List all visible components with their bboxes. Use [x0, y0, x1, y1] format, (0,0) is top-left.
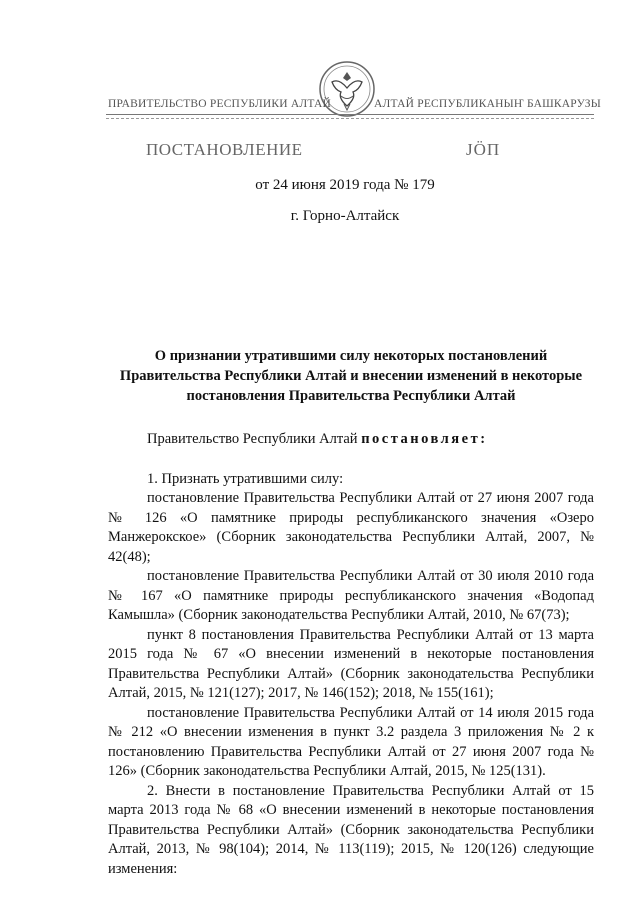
header-divider-secondary [106, 118, 594, 119]
paragraph-repeal-212: постановление Правительства Республики Алтай от 14 июля 2015 года № 212 «О внесении изменения в пункт 3.2 раздела 3 приложения № 2 к постановлению Правительства Республики Алтай от 27 июня 2007 года № 126» (Сборник законодательства Республики Алтай, 2015, № 125(131). [108, 704, 594, 779]
document-city: г. Горно-Алтайск [290, 208, 400, 224]
document-body [108, 430, 594, 879]
preamble-decree-word: постановляет: [361, 431, 488, 447]
paragraph-repeal-67-item-8: пункт 8 постановления Правительства Республики Алтай от 13 марта 2015 года № 67 «О внесении изменений в некоторые постановления Правительства Республики Алтай» (Сборник законодательства Республики Алтай, 2015, № 121(127); 2017, № 146(152); 2018, № 155(161); [108, 626, 594, 701]
document-type-russian: ПОСТАНОВЛЕНИЕ [146, 140, 303, 159]
paragraph-item-1: 1. Признать утратившими силу: [147, 470, 344, 487]
preamble [108, 430, 594, 450]
document-title: О признании утратившими силу некоторых постановлений Правительства Республики Алтай и внесении изменений в некоторые постановления Правительства Республики Алтай [119, 348, 583, 404]
document-type-altai: ЈӦП [466, 140, 501, 159]
paragraph-repeal-126: постановление Правительства Республики Алтай от 27 июня 2007 года № 126 «О памятнике природы республиканского значения «Озеро Манжерокское» (Сборник законодательства Республики Алтай, 2007, № 42(48); [108, 490, 594, 565]
org-name-russian: ПРАВИТЕЛЬСТВО РЕСПУБЛИКИ АЛТАЙ [108, 98, 332, 110]
preamble-text: Правительство Республики Алтай [147, 431, 362, 447]
org-name-altai: АЛТАЙ РЕСПУБЛИКАНЫҤ БАШКАРУЗЫ [374, 98, 601, 110]
paragraph-repeal-167: постановление Правительства Республики Алтай от 30 июля 2010 года № 167 «О памятнике природы республиканского значения «Водопад Камышла» (Сборник законодательства Республики Алтай, 2010, № 67(73); [108, 568, 594, 623]
document-date-number: от 24 июня 2019 года № 179 [255, 177, 435, 193]
paragraph-item-2: 2. Внести в постановление Правительства Республики Алтай от 15 марта 2013 года № 68 «О внесении изменений в некоторые постановления Правительства Республики Алтай» (Сборник законодательства Республики Алтай, 2013, № 98(104); 2014, № 113(119); 2015, № 120(126) следующие изменения: [108, 782, 594, 877]
header-divider [106, 114, 594, 115]
coat-of-arms-icon [318, 58, 376, 120]
